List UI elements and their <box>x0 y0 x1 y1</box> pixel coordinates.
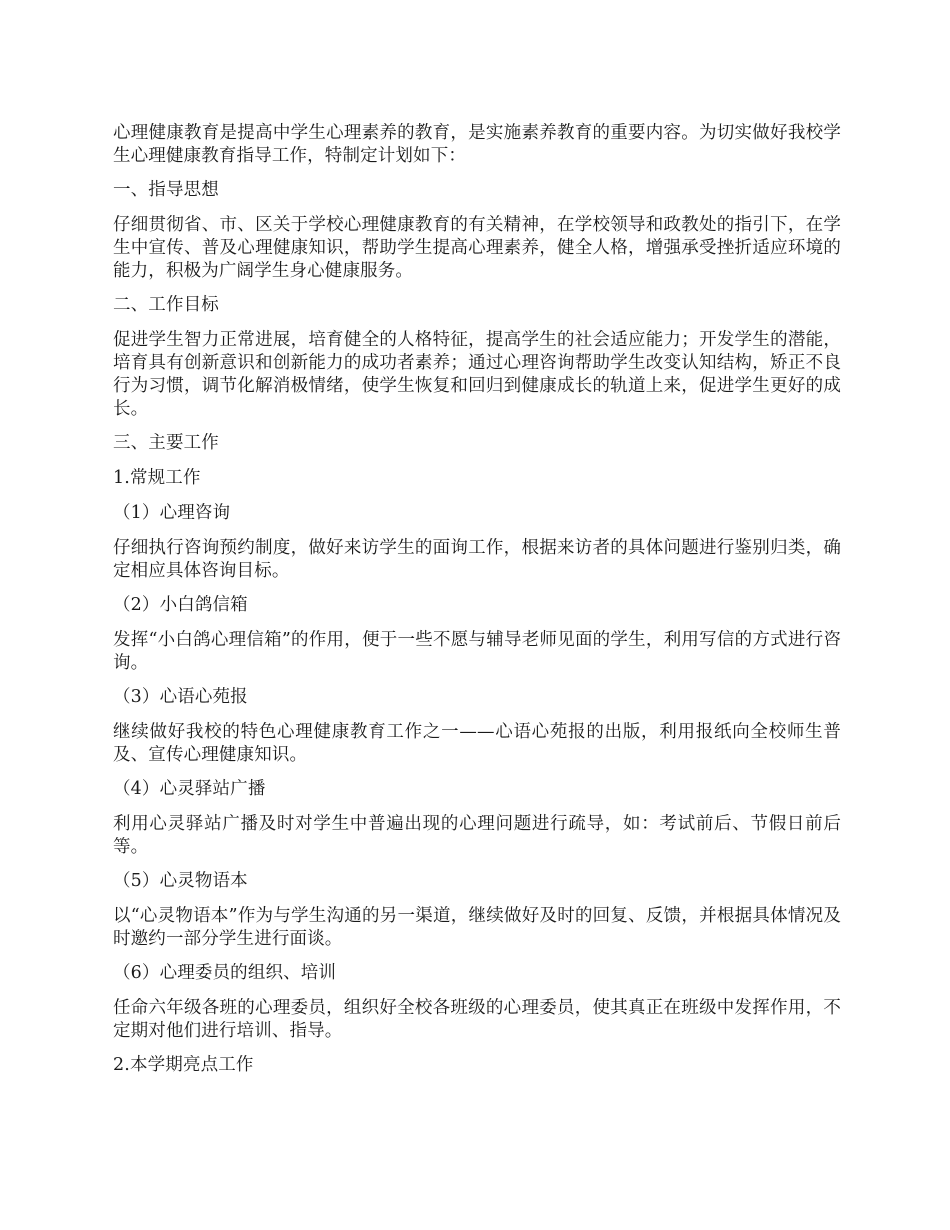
guiding-thought-paragraph: 仔细贯彻省、市、区关于学校心理健康教育的有关精神，在学校领导和政教处的指引下，在学生中宣传、普及心理健康知识，帮助学生提高心理素养，健全人格，增强承受挫折适应环境的能力，积极为广阔学生身心健康服务。 <box>113 215 841 281</box>
item-heading-mailbox: （2）小白鸽信箱 <box>113 595 248 615</box>
item-heading-counseling: （1）心理咨询 <box>113 503 231 523</box>
counseling-paragraph: 仔细执行咨询预约制度，做好来访学生的面询工作，根据来访者的具体问题进行鉴别归类，确定相应具体咨询目标。 <box>113 538 841 581</box>
work-goals-paragraph: 促进学生智力正常进展，培育健全的人格特征，提高学生的社会适应能力；开发学生的潜能，培育具有创新意识和创新能力的成功者素养；通过心理咨询帮助学生改变认知结构，矫正不良行为习惯，调节化解消极情绪，使学生恢复和回归到健康成长的轨道上来，促进学生更好的成长。 <box>113 330 841 419</box>
committee-paragraph: 任命六年级各班的心理委员，组织好全校各班级的心理委员，使其真正在班级中发挥作用，不定期对他们进行培训、指导。 <box>113 998 841 1041</box>
item-heading-broadcast: （4）心灵驿站广播 <box>113 779 266 799</box>
subsection-heading-routine-work: 1.常规工作 <box>113 468 201 488</box>
section-heading-work-goals: 二、工作目标 <box>113 295 219 315</box>
section-heading-guiding-thought: 一、指导思想 <box>113 180 219 200</box>
item-heading-committee: （6）心理委员的组织、培训 <box>113 963 337 983</box>
document-page <box>113 122 841 1089</box>
intro-paragraph: 心理健康教育是提高中学生心理素养的教育，是实施素养教育的重要内容。为切实做好我校学生心理健康教育指导工作，特制定计划如下： <box>113 123 841 166</box>
newspaper-paragraph: 继续做好我校的特色心理健康教育工作之一——心语心苑报的出版，利用报纸向全校师生普及、宣传心理健康知识。 <box>113 722 841 765</box>
mailbox-paragraph: 发挥“小白鸽心理信箱”的作用，便于一些不愿与辅导老师见面的学生，利用写信的方式进行咨询。 <box>113 630 841 673</box>
subsection-heading-highlights: 2.本学期亮点工作 <box>113 1055 254 1075</box>
item-heading-newspaper: （3）心语心苑报 <box>113 687 248 707</box>
notebook-paragraph: 以“心灵物语本”作为与学生沟通的另一渠道，继续做好及时的回复、反馈，并根据具体情况及时邀约一部分学生进行面谈。 <box>113 906 841 949</box>
broadcast-paragraph: 利用心灵驿站广播及时对学生中普遍出现的心理问题进行疏导，如：考试前后、节假日前后等。 <box>113 814 841 857</box>
item-heading-notebook: （5）心灵物语本 <box>113 871 248 891</box>
section-heading-main-work: 三、主要工作 <box>113 433 219 453</box>
